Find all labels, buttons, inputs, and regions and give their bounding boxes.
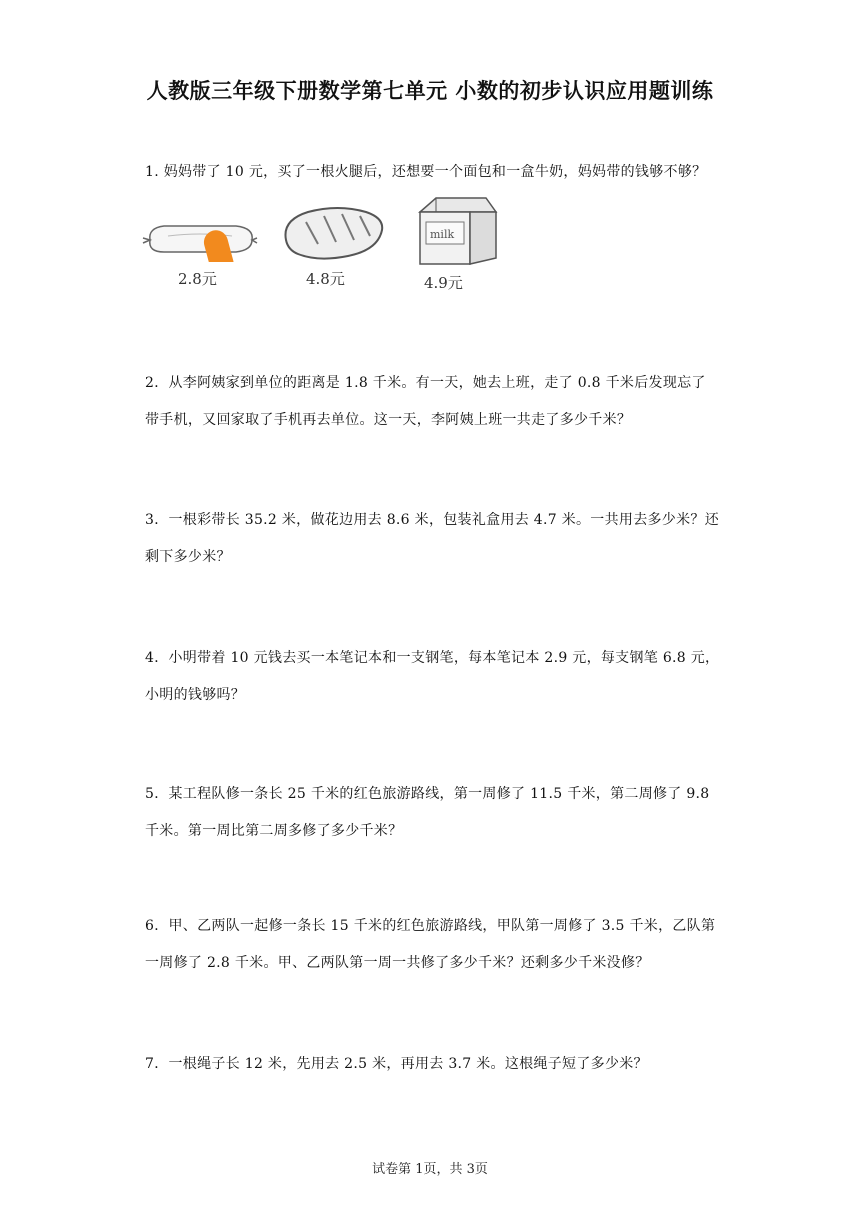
bread-price: 4.8元 <box>306 270 345 288</box>
bread-item <box>278 192 388 292</box>
question-5: 5．某工程队修一条长 25 千米的红色旅游路线，第一周修了 11.5 千米，第二周修了 9.8 千米。第一周比第二周多修了多少千米？ <box>145 786 710 839</box>
milk-item <box>412 192 502 292</box>
question-1: 1. 妈妈带了 10 元，买了一根火腿后，还想要一个面包和一盒牛奶，妈妈带的钱够不够？ <box>145 164 707 180</box>
question-6: 6．甲、乙两队一起修一条长 15 千米的红色旅游路线，甲队第一周修了 3.5 千米，乙队第一周修了 2.8 千米。甲、乙两队第一周一共修了多少千米？还剩多少千米没修？ <box>145 918 716 971</box>
milk-label: milk <box>430 228 455 241</box>
ham-sausage-icon <box>140 192 260 262</box>
page-title: 人教版三年级下册数学第七单元 小数的初步认识应用题训练 <box>146 79 714 103</box>
question-4: 4．小明带着 10 元钱去买一本笔记本和一支钢笔，每本笔记本 2.9 元，每支钢笔 6.8 元，小明的钱够吗？ <box>145 650 720 703</box>
ham-item <box>140 192 260 292</box>
question-1-figures <box>140 192 510 302</box>
question-2: 2．从李阿姨家到单位的距离是 1.8 千米。有一天，她去上班，走了 0.8 千米后发现忘了带手机，又回家取了手机再去单位。这一天，李阿姨上班一共走了多少千米？ <box>145 375 706 428</box>
milk-carton-icon <box>412 192 502 268</box>
page-footer: 试卷第 1页，共 3页 <box>372 1162 488 1177</box>
milk-price: 4.9元 <box>424 274 463 292</box>
ham-price: 2.8元 <box>178 270 217 288</box>
question-7: 7．一根绳子长 12 米，先用去 2.5 米，再用去 3.7 米。这根绳子短了多少米？ <box>145 1056 648 1072</box>
question-3: 3．一根彩带长 35.2 米，做花边用去 8.6 米，包装礼盒用去 4.7 米。一共用去多少米？还剩下多少米？ <box>145 512 720 565</box>
bread-icon <box>278 192 388 264</box>
